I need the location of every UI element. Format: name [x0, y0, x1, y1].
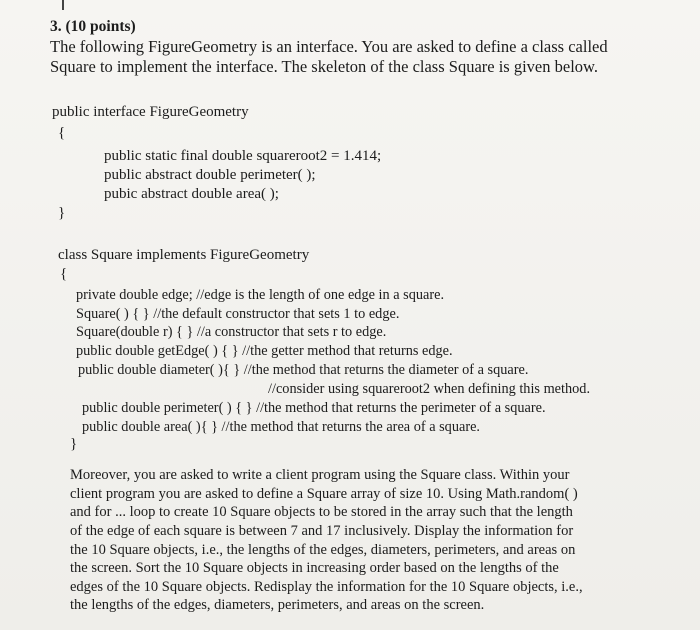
- interface-close-brace: }: [58, 205, 66, 221]
- interface-constant-line: public static final double squareroot2 = 1.414;: [104, 148, 382, 164]
- class-declaration: class Square implements FigureGeometry: [58, 247, 310, 263]
- class-param-constructor-line: Square(double r) { } //a constructor that sets r to edge.: [76, 324, 387, 340]
- class-default-constructor-line: Square( ) { } //the default constructor that sets 1 to edge.: [76, 306, 400, 322]
- question-heading: 3. (10 points): [50, 18, 136, 35]
- class-diameter-line: public double diameter( ){ } //the method that returns the diameter of a square.: [78, 362, 529, 378]
- class-field-line: private double edge; //edge is the length of one edge in a square.: [76, 287, 445, 303]
- class-area-line: public double area( ){ } //the method that returns the area of a square.: [82, 419, 480, 435]
- intro-line-1: The following FigureGeometry is an interface. You are asked to define a class called: [50, 37, 608, 56]
- paragraph-line-8: the lengths of the edges, diameters, perimeters, and areas on the screen.: [70, 597, 485, 613]
- class-close-brace: }: [70, 436, 78, 452]
- paragraph-line-6: the screen. Sort the 10 Square objects in increasing order based on the lengths of the: [70, 560, 559, 576]
- paragraph-line-3: and for ... loop to create 10 Square objects to be stored in the array such that the length: [70, 504, 573, 520]
- intro-line-2: Square to implement the interface. The skeleton of the class Square is given below.: [50, 57, 599, 76]
- paragraph-line-1: Moreover, you are asked to write a client program using the Square class. Within your: [70, 467, 570, 483]
- interface-perimeter-line: public abstract double perimeter( );: [104, 167, 316, 183]
- class-perimeter-line: public double perimeter( ) { } //the method that returns the perimeter of a square.: [82, 400, 546, 416]
- margin-mark: [62, 0, 64, 10]
- interface-open-brace: {: [58, 125, 66, 141]
- paragraph-line-7: edges of the 10 Square objects. Redisplay the information for the 10 Square objects, i.e.,: [70, 579, 583, 595]
- class-getter-line: public double getEdge( ) { } //the getter method that returns edge.: [76, 343, 453, 359]
- paragraph-line-4: of the edge of each square is between 7 and 17 inclusively. Display the information for: [70, 523, 574, 539]
- interface-area-line: pubic abstract double area( );: [104, 186, 279, 202]
- class-open-brace: {: [60, 266, 68, 282]
- interface-declaration: public interface FigureGeometry: [52, 104, 249, 120]
- paragraph-line-5: the 10 Square objects, i.e., the lengths of the edges, diameters, perimeters, and areas on: [70, 542, 576, 558]
- paragraph-line-2: client program you are asked to define a Square array of size 10. Using Math.random( ): [70, 486, 578, 502]
- class-diameter-comment-line: //consider using squareroot2 when defining this method.: [268, 381, 591, 397]
